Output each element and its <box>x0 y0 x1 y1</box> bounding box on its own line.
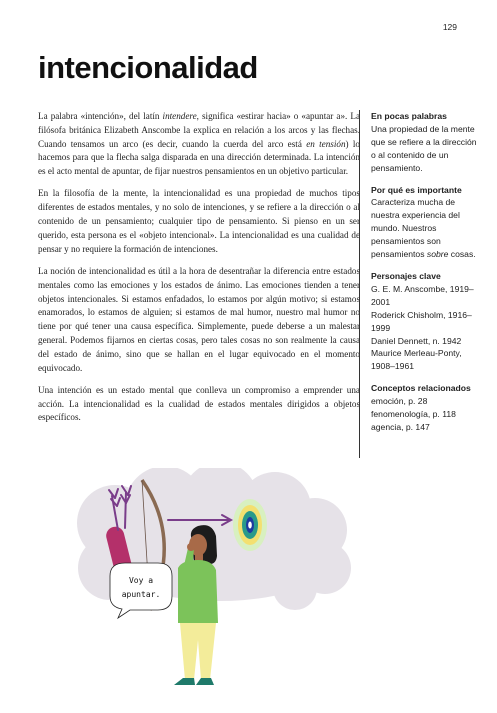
list-item: G. E. M. Anscombe, 1919–2001 <box>371 283 474 307</box>
speech-line-1: Voy a <box>128 576 154 585</box>
list-item: Maurice Merleau-Ponty, 1908–1961 <box>371 348 462 372</box>
section-heading: Por qué es importante <box>371 184 462 195</box>
speech-line-2: apuntar. <box>121 590 161 599</box>
section-por-que-es-importante <box>371 184 481 261</box>
page-title: intencionalidad <box>38 50 258 85</box>
list-item: fenomenología, p. 118 <box>371 409 456 420</box>
paragraph-4: Una intención es un estado mental que conlleva un compromiso a emprender una acción. La intencionalidad es la cualidad de estados mentales dirigidos a objetos específicos. <box>38 384 360 423</box>
section-personajes-clave <box>371 270 481 373</box>
list-item: agencia, p. 147 <box>371 421 430 432</box>
illustration <box>70 468 360 693</box>
section-text: Caracteriza mucha de nuestra experiencia del mundo. Nuestros pensamientos son pensamientos sobre cosas. <box>371 197 476 260</box>
conceptos-list <box>371 395 481 434</box>
list-item: Daniel Dennett, n. 1942 <box>371 335 462 346</box>
personajes-list <box>371 283 481 373</box>
main-text <box>38 110 360 434</box>
list-item: Roderick Chisholm, 1916–1999 <box>371 309 472 333</box>
paragraph-3: La noción de intencionalidad es útil a la hora de desentrañar la diferencia entre estados mentales como las emociones y los estados de ánimo. Las emociones tienden a tener objetos intencionales. Si estamos enfadados, lo estamos por algún motivo; si estamos enamorados, lo estamos de alguien; si estamos de mal humor, nuestro mal humor no tiene por qué tener una causa específica. Simplemente, puede deberse a un malestar general. Podemos fijarnos en ciertas cosas, pero tales cosas no son realmente la causa del estado de ánimo, sino que se hallan en el lugar equivocado en el momento equivocado. <box>38 265 360 373</box>
archer-illustration <box>70 468 360 693</box>
section-heading: Conceptos relacionados <box>371 383 471 394</box>
target-icon <box>233 499 267 551</box>
speech-bubble <box>110 563 172 618</box>
section-heading: Personajes clave <box>371 270 441 281</box>
section-conceptos-relacionados <box>371 382 481 434</box>
sidebar <box>359 110 481 458</box>
list-item: emoción, p. 28 <box>371 396 428 407</box>
section-en-pocas-palabras <box>371 110 481 175</box>
page-number: 129 <box>442 22 457 32</box>
paragraph-2: En la filosofía de la mente, la intencionalidad es una propiedad de muchos tipos diferentes de estados mentales, y no solo de intenciones, y se refiere a la dirección o al contenido de un pensamiento; cualquier tipo de pensamiento. Si pienso en un ser querido, esta persona es el «objeto intencional». La intencionalidad es una cualidad de pensar y no requiere la formación de intenciones. <box>38 188 360 254</box>
section-heading: En pocas palabras <box>371 111 447 121</box>
section-text: Una propiedad de la mente que se refiere a la dirección o al contenido de un pensamiento. <box>371 123 477 173</box>
paragraph-1: La palabra «intención», del latín intendere, significa «estirar hacia» o «apuntar a». La filósofa británica Elizabeth Anscombe la explica en relación a los arcos y las flechas. Cuando tensamos un arco (es decir, cuando la cuerda del arco está en tensión) lo hacemos para que la flecha salga disparada en una dirección determinada. La intención es el acto mental de apuntar, de fijar nuestros pensamientos en un objetivo particular. <box>38 111 360 177</box>
